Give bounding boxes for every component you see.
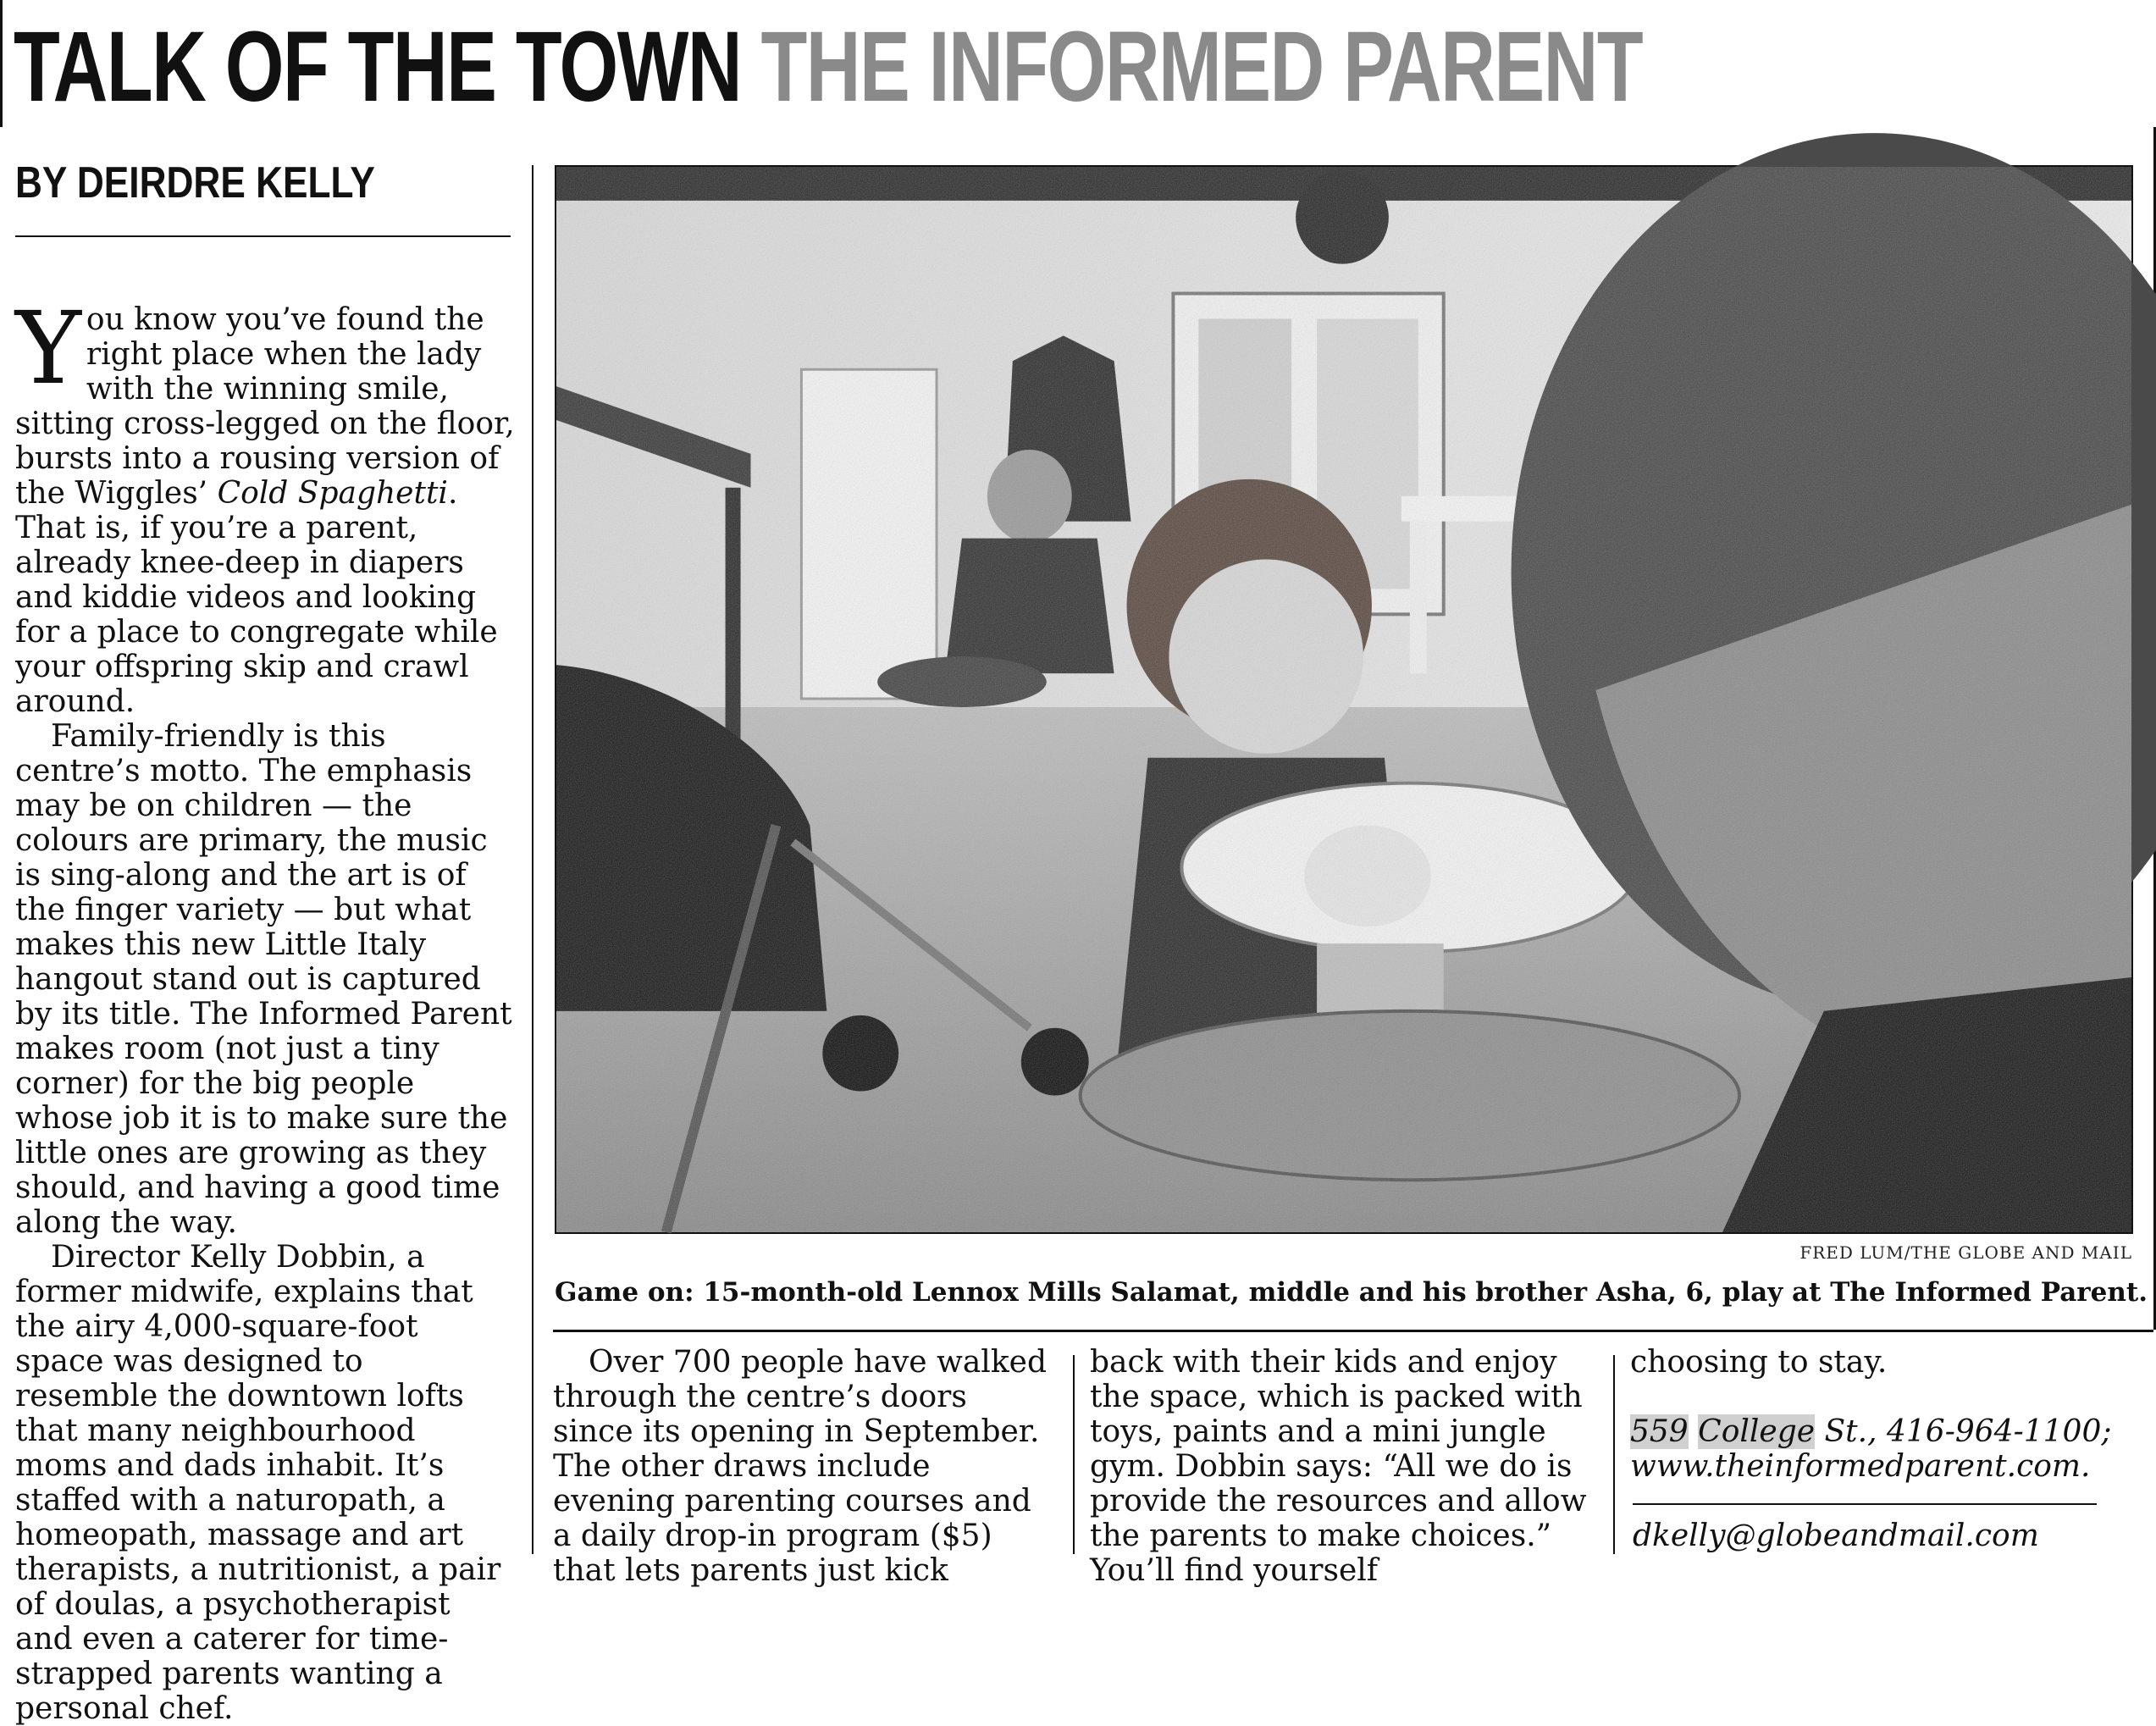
- section-title: THE INFORMED PARENT: [760, 11, 1643, 123]
- column-rule-2: [1073, 1355, 1075, 1554]
- article-column-2: [553, 1345, 1056, 1588]
- paragraph-1-text: ou know you’ve found the right place when the lady with the winning smile, sitting cross-legged on the floor, bursts into a rousing version of the Wiggles’: [15, 302, 515, 511]
- author-email[interactable]: dkelly@globeandmail.com: [1633, 1519, 2039, 1553]
- photo-credit: FRED LUM/THE GLOBE AND MAIL: [1799, 1242, 2132, 1263]
- kicker-label: TALK OF THE TOWN: [14, 11, 742, 123]
- paragraph-1-end: . That is, if you’re a parent, already knee-deep in diapers and kiddie videos and looking for a place to congregate while your offspring skip and crawl around.: [15, 476, 498, 719]
- photo-caption: Game on: 15-month-old Lennox Mills Salamat, middle and his brother Asha, 6, play at The Informed Parent.: [555, 1277, 2148, 1308]
- address-street: College: [1698, 1414, 1816, 1449]
- paragraph-3: Director Kelly Dobbin, a former midwife, explains that the airy 4,000-square-foot space was designed to resemble the downtown lofts that many neighbourhood moms and dads inhabit. It’s staffed with a naturopath, a homeopath, massage and art therapists, a nutritionist, a pair of doulas, a psychotherapist and even a caterer for time-strapped parents wanting a personal chef.: [15, 1240, 501, 1726]
- closing-line: choosing to stay.: [1630, 1345, 1888, 1380]
- photo-illustration: [556, 167, 2131, 1232]
- address-number: 559: [1630, 1414, 1689, 1449]
- drop-cap: Y: [15, 290, 81, 407]
- column-rule-1: [532, 165, 533, 1554]
- website-link[interactable]: www.theinformedparent.com.: [1630, 1449, 2091, 1484]
- paragraph-4: Over 700 people have walked through the centre’s doors since its opening in September. The other draws include evening parenting courses and a daily drop-in program ($5) that lets parents just kick: [553, 1345, 1047, 1588]
- paragraph-2: Family-friendly is this centre’s motto. The emphasis may be on children — the colours are primary, the music is sing-along and the art is of the finger variety — but what makes this new Little Italy hangout stand out is captured by its title. The Informed Parent makes room (not just a tiny corner) for the big people whose job it is to make sure the little ones are growing as they should, and having a good time along the way.: [15, 719, 512, 1240]
- byline: BY DEIRDRE KELLY: [15, 158, 375, 207]
- song-title: Cold Spaghetti: [217, 476, 448, 511]
- header-left-rule: [0, 0, 3, 127]
- article-photo: [555, 165, 2133, 1234]
- photo-grain: [556, 167, 2131, 1232]
- paragraph-1: [15, 290, 515, 719]
- info-rule: [1633, 1503, 2097, 1505]
- page-header: [0, 0, 2156, 127]
- article-column-3: [1090, 1345, 1593, 1588]
- address-rest: St., 416-964-1100;: [1815, 1414, 2112, 1449]
- headline: [14, 12, 1642, 122]
- caption-rule: [553, 1330, 2153, 1332]
- address-info: [1630, 1414, 2113, 1484]
- byline-rule: [15, 235, 511, 237]
- column-rule-3: [1613, 1355, 1615, 1554]
- paragraph-4-continued: back with their kids and enjoy the space, which is packed with toys, paints and a mini jungle gym. Dobbin says: “All we do is provide the resources and allow the parents to make choices.” You’ll find yourself: [1090, 1345, 1587, 1588]
- article-column-1: [15, 290, 515, 1726]
